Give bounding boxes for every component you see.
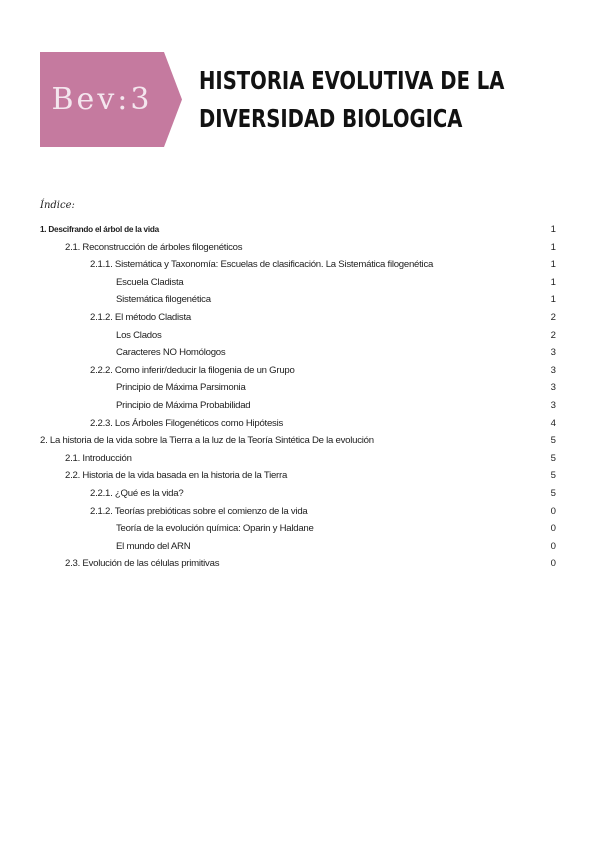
toc-entry-page: 2 <box>550 329 556 341</box>
toc-entry-label: El mundo del ARN <box>116 540 191 552</box>
toc-entry[interactable] <box>40 555 556 573</box>
toc-entry[interactable] <box>40 309 556 327</box>
toc-entry-page: 5 <box>550 487 556 499</box>
toc-entry-label: Escuela Cladista <box>116 276 184 288</box>
chapter-badge <box>40 52 182 147</box>
toc-entry-page: 0 <box>550 523 556 535</box>
toc-entry-label: Los Clados <box>116 329 162 341</box>
toc-entry-label: Caracteres NO Homólogos <box>116 347 226 359</box>
toc-entry-page: 5 <box>550 435 556 447</box>
toc-entry[interactable] <box>40 291 556 309</box>
toc-entry-label: Teoría de la evolución química: Oparin y Haldane <box>116 523 314 535</box>
toc-entry[interactable] <box>40 362 556 380</box>
toc-entry-page: 3 <box>550 364 556 376</box>
toc-entry-page: 0 <box>550 505 556 517</box>
toc-entry-label: 2. La historia de la vida sobre la Tierra a la luz de la Teoría Sintética De la evolución <box>40 435 374 447</box>
toc-entry-label: 2.1.2. Teorías prebióticas sobre el comienzo de la vida <box>90 505 308 517</box>
toc-entry[interactable] <box>40 397 556 415</box>
toc-entry-label: 2.1.2. El método Cladista <box>90 311 191 323</box>
table-of-contents <box>40 221 556 573</box>
toc-entry-page: 3 <box>550 347 556 359</box>
toc-entry[interactable] <box>40 450 556 468</box>
toc-entry-label: Principio de Máxima Parsimonia <box>116 382 246 394</box>
toc-entry-page: 1 <box>550 241 556 253</box>
toc-entry-label: 2.1. Reconstrucción de árboles filogenéticos <box>65 241 243 253</box>
toc-entry-label: 2.2.1. ¿Qué es la vida? <box>90 487 184 499</box>
toc-entry[interactable] <box>40 415 556 433</box>
toc-entry[interactable] <box>40 274 556 292</box>
toc-entry-page: 1 <box>550 276 556 288</box>
toc-entry-label: 2.3. Evolución de las células primitivas <box>65 558 220 570</box>
toc-entry[interactable] <box>40 467 556 485</box>
toc-entry-page: 3 <box>550 399 556 411</box>
toc-entry[interactable] <box>40 503 556 521</box>
toc-entry[interactable] <box>40 239 556 257</box>
toc-entry-page: 2 <box>550 311 556 323</box>
document-title <box>199 62 505 138</box>
toc-entry[interactable] <box>40 520 556 538</box>
toc-entry-page: 1 <box>550 259 556 271</box>
toc-entry-label: 2.2.2. Como inferir/deducir la filogenia de un Grupo <box>90 364 295 376</box>
title-line-2: DIVERSIDAD BIOLOGICA <box>199 104 463 133</box>
toc-entry-label: Principio de Máxima Probabilidad <box>116 399 251 411</box>
toc-entry-page: 5 <box>550 470 556 482</box>
toc-entry-page: 1 <box>550 224 556 235</box>
toc-entry[interactable] <box>40 221 556 239</box>
toc-entry-page: 4 <box>550 417 556 429</box>
toc-entry-label: 1. Descifrando el árbol de la vida <box>40 225 159 234</box>
badge-label: Bev:3 <box>51 82 153 117</box>
toc-entry-page: 0 <box>550 540 556 552</box>
toc-entry[interactable] <box>40 256 556 274</box>
toc-entry-page: 5 <box>550 452 556 464</box>
toc-entry[interactable] <box>40 485 556 503</box>
toc-entry-label: Sistemática filogenética <box>116 294 211 306</box>
toc-entry-label: 2.1.1. Sistemática y Taxonomía: Escuelas de clasificación. La Sistemática filogenética <box>90 259 434 271</box>
index-heading: Índice: <box>40 200 75 211</box>
toc-entry[interactable] <box>40 327 556 345</box>
toc-entry-label: 2.1. Introducción <box>65 452 132 464</box>
toc-entry[interactable] <box>40 432 556 450</box>
title-line-1: HISTORIA EVOLUTIVA DE LA <box>199 66 505 95</box>
toc-entry-page: 3 <box>550 382 556 394</box>
toc-entry[interactable] <box>40 344 556 362</box>
toc-entry-page: 0 <box>550 558 556 570</box>
toc-entry-label: 2.2. Historia de la vida basada en la historia de la Tierra <box>65 470 288 482</box>
toc-entry[interactable] <box>40 538 556 556</box>
toc-entry-page: 1 <box>550 294 556 306</box>
toc-entry[interactable] <box>40 379 556 397</box>
toc-entry-label: 2.2.3. Los Árboles Filogenéticos como Hipótesis <box>90 417 284 429</box>
